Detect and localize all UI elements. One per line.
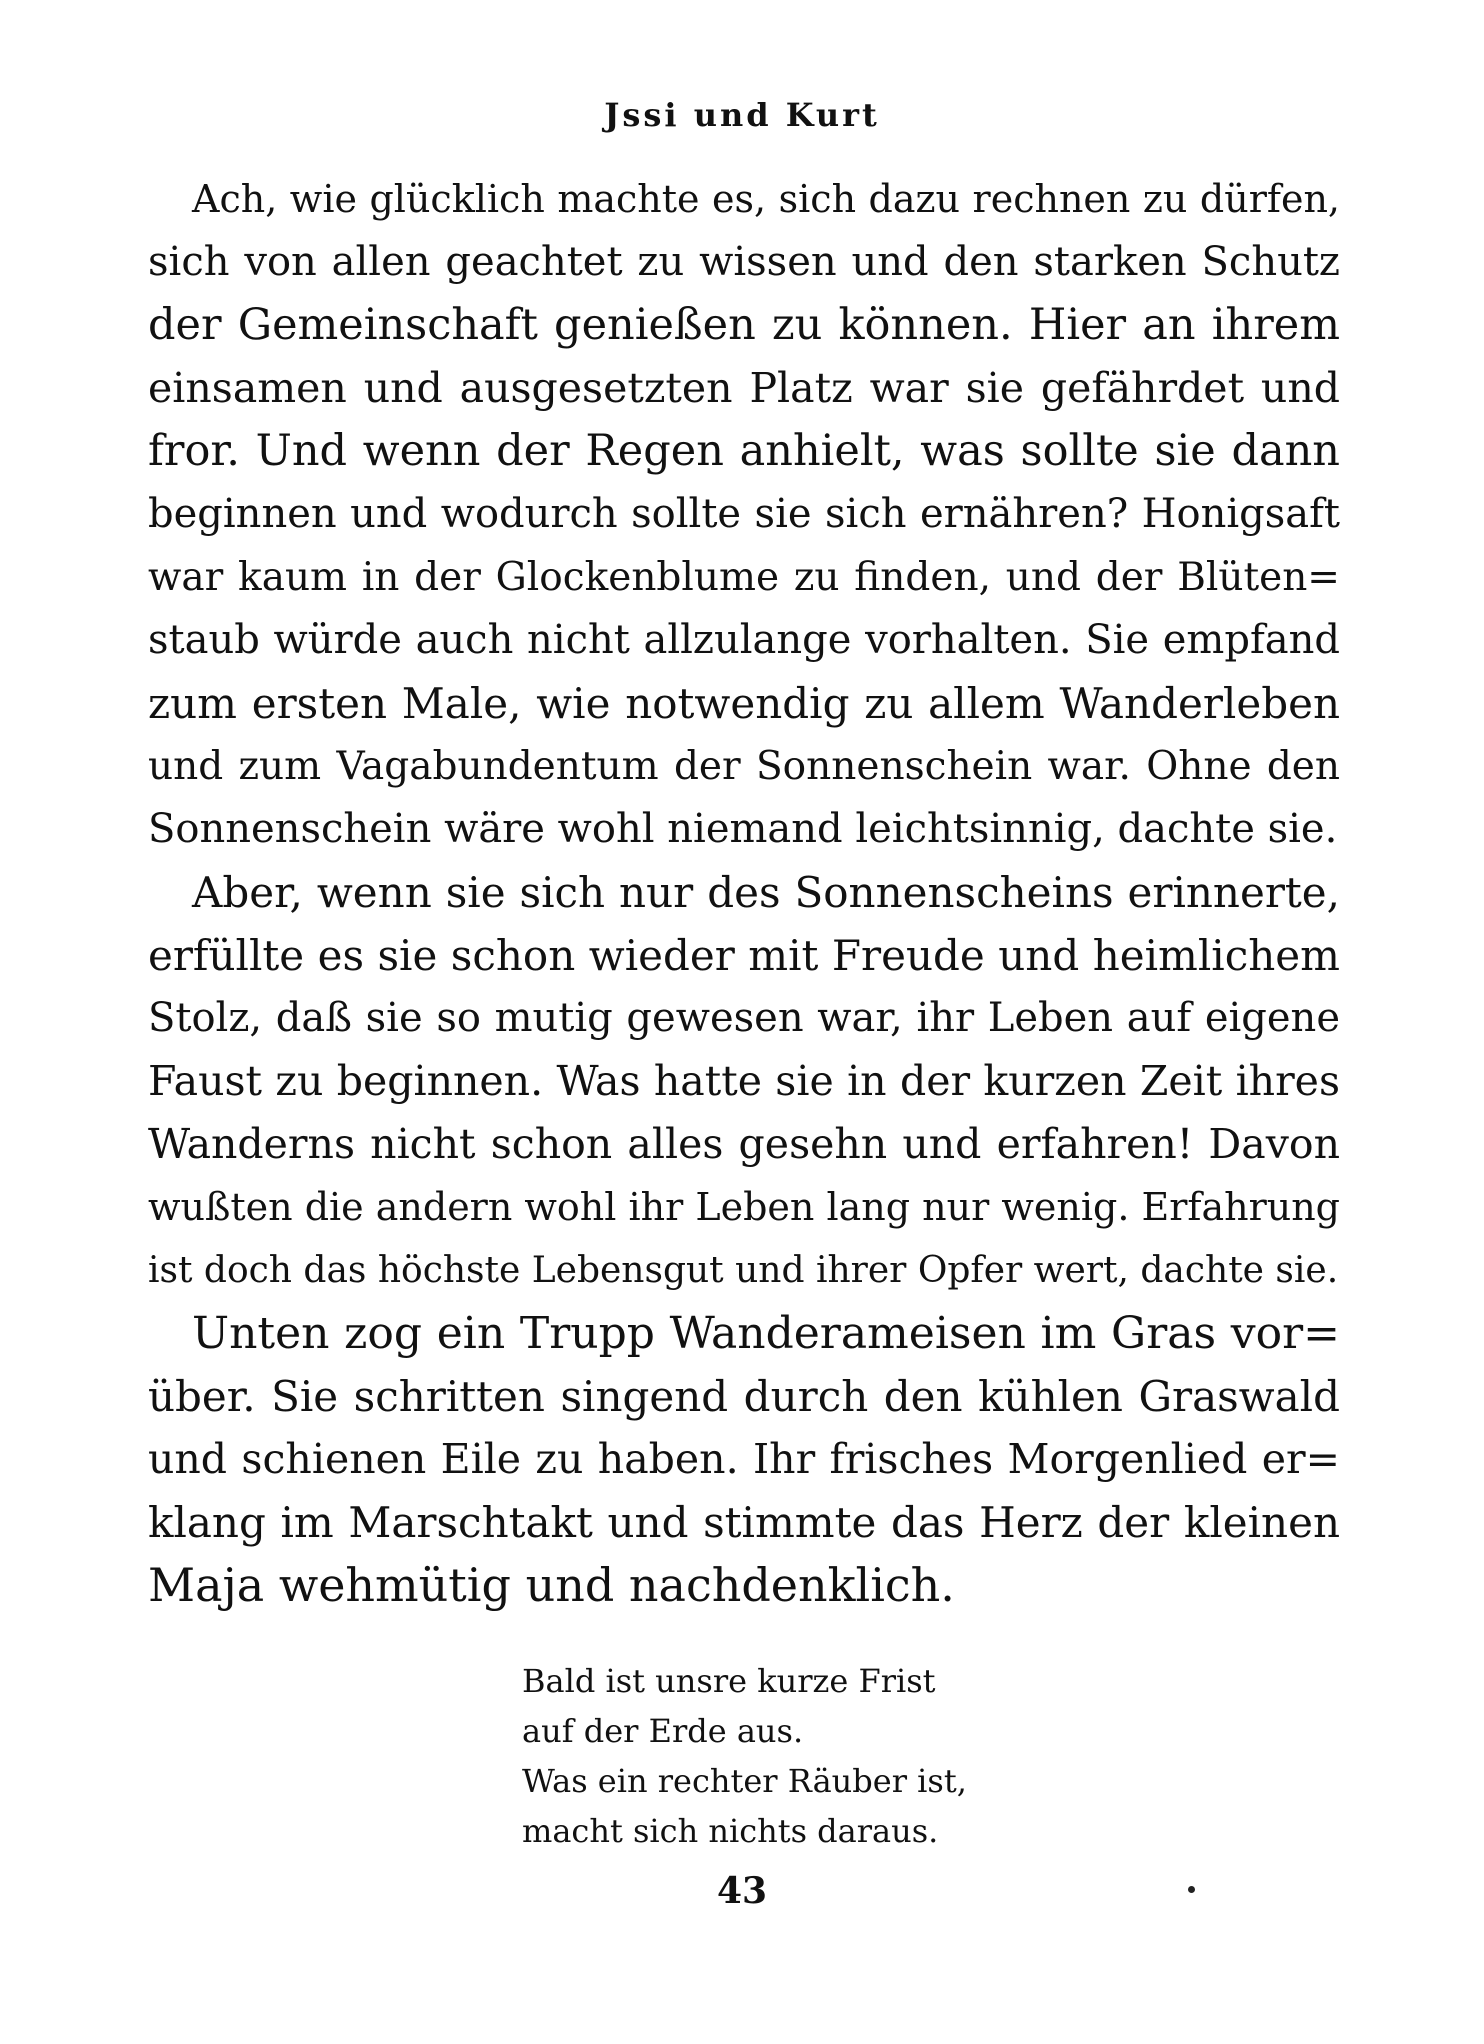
verse-block bbox=[522, 1656, 1042, 1856]
body-text bbox=[148, 168, 1340, 1617]
text-line: über. Sie schritten singend durch den kühlen Graswald bbox=[148, 1372, 1340, 1421]
verse-line: Was ein rechter Räuber ist, bbox=[522, 1762, 967, 1800]
verse-line: Bald ist unsre kurze Frist bbox=[522, 1662, 936, 1700]
text-line: und zum Vagabundentum der Sonnenschein war. Ohne den bbox=[148, 744, 1340, 789]
text-line: klang im Marschtakt und stimmte das Herz der kleinen bbox=[148, 1498, 1340, 1547]
text-line: war kaum in der Glockenblume zu finden, und der Blüten= bbox=[148, 555, 1340, 600]
text-line: Maja wehmütig und nachdenklich. bbox=[148, 1558, 955, 1612]
text-line: einsamen und ausgesetzten Platz war sie gefährdet und bbox=[148, 364, 1340, 412]
text-line: wußten die andern wohl ihr Leben lang nur wenig. Erfahrung bbox=[148, 1185, 1341, 1229]
text-line: staub würde auch nicht allzulange vorhalten. Sie empfand bbox=[148, 617, 1340, 663]
text-line: der Gemeinschaft genießen zu können. Hier an ihrem bbox=[148, 300, 1340, 350]
text-line: beginnen und wodurch sollte sie sich ernähren? Honigsaft bbox=[148, 491, 1340, 537]
text-line: Sonnenschein wäre wohl niemand leichtsinnig, dachte sie. bbox=[148, 806, 1338, 852]
text-line: Ach, wie glücklich machte es, sich dazu rechnen zu dürfen, bbox=[192, 177, 1340, 221]
text-line: zum ersten Male, wie notwendig zu allem Wanderleben bbox=[148, 679, 1340, 728]
text-line: Stolz, daß sie so mutig gewesen war, ihr Leben auf eigene bbox=[148, 995, 1340, 1041]
text-line: sich von allen geachtet zu wissen und den starken Schutz bbox=[148, 239, 1340, 285]
running-head: Jssi und Kurt bbox=[604, 96, 880, 134]
text-line: und schienen Eile zu haben. Ihr frisches Morgenlied er= bbox=[148, 1435, 1340, 1483]
ink-speck bbox=[1188, 1886, 1195, 1893]
text-line: Aber, wenn sie sich nur des Sonnenscheins erinnerte, bbox=[192, 868, 1340, 917]
verse-line: macht sich nichts daraus. bbox=[522, 1812, 939, 1850]
text-line: Wanderns nicht schon alles gesehn und erfahren! Davon bbox=[148, 1120, 1340, 1168]
text-line: fror. Und wenn der Regen anhielt, was sollte sie dann bbox=[148, 426, 1340, 476]
text-line: Unten zog ein Trupp Wanderameisen im Gras vor= bbox=[192, 1308, 1340, 1359]
text-line: ist doch das höchste Lebensgut und ihrer Opfer wert, dachte sie. bbox=[148, 1250, 1339, 1291]
text-line: erfüllte es sie schon wieder mit Freude und heimlichem bbox=[148, 931, 1340, 980]
page-number: 43 bbox=[716, 1870, 768, 1912]
verse-line: auf der Erde aus. bbox=[522, 1712, 804, 1750]
text-line: Faust zu beginnen. Was hatte sie in der kurzen Zeit ihres bbox=[148, 1057, 1340, 1105]
